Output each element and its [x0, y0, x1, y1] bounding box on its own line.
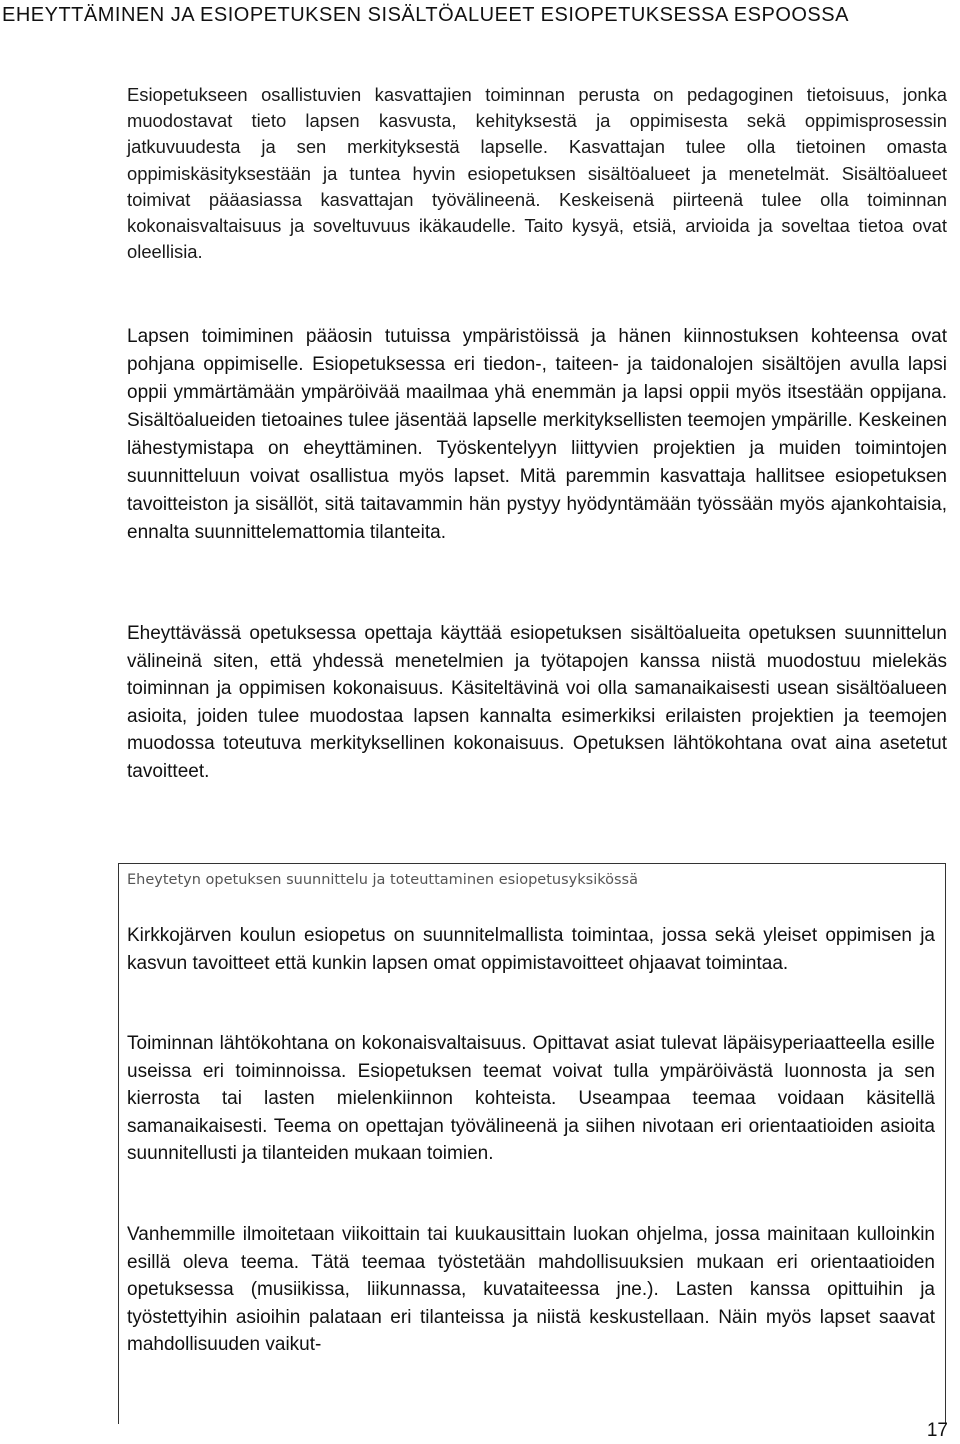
section-heading: EHEYTTÄMINEN JA ESIOPETUKSEN SISÄLTÖALUEET ESIOPETUKSESSA ESPOOSSA — [2, 4, 849, 26]
page-number: 17 — [926, 1420, 948, 1441]
info-box-paragraph-3: Vanhemmille ilmoitetaan viikoittain tai kuukausittain luokan ohjelma, jossa mainitaan kulloinkin esillä oleva teema. Tätä teemaa työstetään mahdollisuuksien mukaan eri orientaatioiden opetuksessa (musiikissa, liikunnassa, kuvataiteessa jne.). Lasten kanssa opittuihin ja työstettyihin asioihin palataan eri tilanteissa ja niistä keskustellaan. Näin myös lapset saavat mahdollisuuden vaikut- — [127, 1224, 935, 1355]
info-box — [118, 863, 946, 1424]
paragraph-2: Lapsen toimiminen pääosin tutuissa ympäristöissä ja hänen kiinnostuksen kohteensa ovat pohjana oppimiselle. Esiopetuksessa eri tiedon-, taiteen- ja taidonalojen sisältöjen avulla lapsi oppii ymmärtämään ympäröivää maailmaa yhä enemmän ja lapsi oppii myös itsestään oppijana. Sisältöalueiden tietoaines tulee jäsentää lapselle merkityksellisten teemojen ympärille. Keskeinen lähestymistapa on eheyttäminen. Työskentelyyn liittyvien projektien ja muiden toimintojen suunnitteluun voivat osallistua myös lapset. Mitä paremmin kasvattaja hallitsee esiopetuksen tavoitteiston ja sisällöt, sitä taitavammin hän pystyy hyödyntämään työssään myös ajankohtaisia, ennalta suunnittelemattomia tilanteita. — [127, 326, 947, 543]
info-box-title: Eheytetyn opetuksen suunnittelu ja toteuttaminen esiopetusyksikössä — [127, 872, 638, 888]
paragraph-1: Esiopetukseen osallistuvien kasvattajien toiminnan perusta on pedagoginen tietoisuus, jonka muodostavat tieto lapsen kasvusta, kehityksestä ja oppimisesta sekä oppimisprosessin jatkuvuudesta ja sen merkityksestä lapselle. Kasvattajan tulee olla tietoinen omasta oppimiskäsityksestään ja tuntea hyvin esiopetuksen sisältöalueet ja menetelmät. Sisältöalueet toimivat pääasiassa kasvattajan työvälineenä. Keskeisenä piirteenä tulee olla toiminnan kokonaisvaltaisuus ja soveltuvuus ikäkaudelle. Taito kysyä, etsiä, arvioida ja soveltaa tietoa ovat oleellisia. — [127, 84, 947, 263]
info-box-paragraph-2: Toiminnan lähtökohtana on kokonaisvaltaisuus. Opittavat asiat tulevat läpäisyperiaatteella esille useissa eri toiminnoissa. Esiopetuksen teemat voivat tulla ympäröivästä luonnosta ja sen kierrosta tai lasten mielenkiinnon kohteista. Useampaa teemaa voidaan käsitellä samanaikaisesti. Teema on opettajan työvälineenä ja siihen nivotaan eri orientaatioiden asioita suunnitellusti ja tilanteiden mukaan toimien. — [127, 1033, 935, 1164]
paragraph-3: Eheyttävässä opetuksessa opettaja käyttää esiopetuksen sisältöalueita opetuksen suunnittelun välineinä siten, että yhdessä menetelmien ja työtapojen kanssa niistä muodostuu mielekäs toiminnan ja oppimisen kokonaisuus. Käsiteltävinä voi olla samanaikaisesti usean sisältöalueen asioita, joiden tulee muodostaa lapsen kannalta esimerkiksi erilaisten projektien ja teemojen muodossa toteutuva merkityksellinen kokonaisuus. Opetuksen lähtökohtana ovat aina asetetut tavoitteet. — [127, 623, 947, 782]
info-box-paragraph-1: Kirkkojärven koulun esiopetus on suunnitelmallista toimintaa, jossa sekä yleiset oppimisen ja kasvun tavoitteet että kunkin lapsen omat oppimistavoitteet ohjaavat toimintaa. — [127, 925, 935, 974]
